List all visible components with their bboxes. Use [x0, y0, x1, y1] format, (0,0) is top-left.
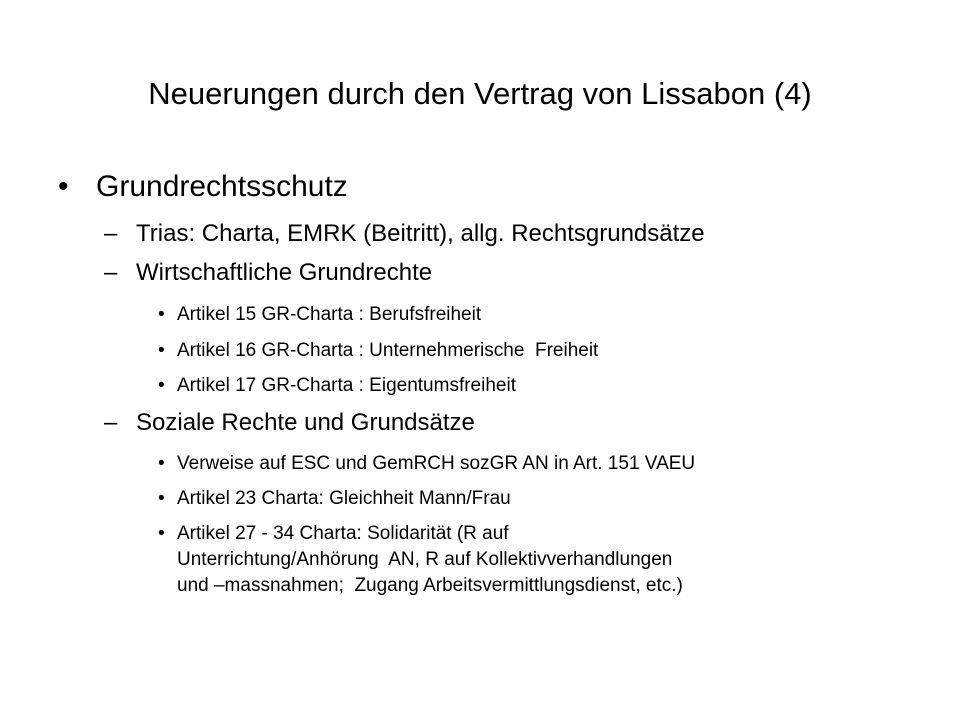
bullet-dot-icon: •: [158, 453, 165, 474]
subbullet-text: Trias: Charta, EMRK (Beitritt), allg. Rechtsgrundsätze: [136, 220, 705, 247]
subbullet-text: Soziale Rechte und Grundsätze: [136, 409, 475, 436]
dash-icon: –: [104, 409, 118, 436]
bullet-dot-icon: •: [158, 488, 165, 509]
bullet-dot-icon: •: [158, 375, 165, 396]
item-text: Artikel 15 GR-Charta : Berufsfreiheit: [177, 304, 482, 325]
subbullet-text: Wirtschaftliche Grundrechte: [136, 259, 433, 286]
slide-title: Neuerungen durch den Vertrag von Lissabon (4): [148, 76, 812, 111]
dash-icon: –: [104, 220, 118, 247]
item-text-line-3: und –massnahmen; Zugang Arbeitsvermittlungsdienst, etc.): [177, 575, 683, 596]
item-text: Artikel 23 Charta: Gleichheit Mann/Frau: [177, 488, 511, 509]
item-text: Artikel 17 GR-Charta : Eigentumsfreiheit: [177, 375, 516, 396]
dash-icon: –: [104, 259, 118, 286]
bullet-text: Grundrechtsschutz: [96, 170, 348, 203]
item-text-line-2: Unterrichtung/Anhörung AN, R auf Kollektivverhandlungen: [177, 549, 673, 570]
item-text: Verweise auf ESC und GemRCH sozGR AN in Art. 151 VAEU: [177, 453, 696, 474]
bullet-dot-icon: •: [158, 304, 165, 325]
item-text: Artikel 16 GR-Charta : Unternehmerische Freiheit: [177, 340, 599, 361]
bullet-dot-icon: •: [58, 170, 69, 203]
item-text-line-1: Artikel 27 - 34 Charta: Solidarität (R auf: [177, 523, 509, 544]
bullet-dot-icon: •: [158, 523, 165, 544]
bullet-dot-icon: •: [158, 340, 165, 361]
